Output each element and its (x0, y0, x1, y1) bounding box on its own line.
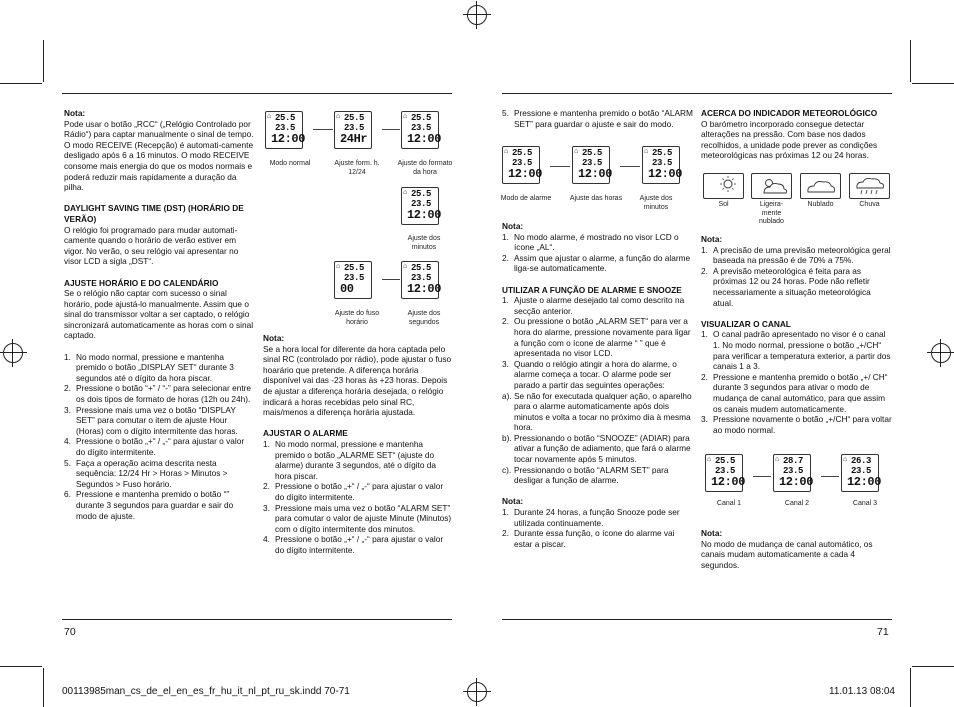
text-column-4b (701, 234, 893, 435)
list-item (263, 481, 453, 502)
lcd-caption: Modo de alarme (500, 195, 552, 202)
list-number: 3. (263, 502, 270, 513)
page-number: 70 (64, 626, 76, 638)
list-item (701, 372, 893, 414)
list-item (263, 534, 453, 555)
text-column-4a (701, 108, 893, 161)
list-item (701, 245, 893, 266)
weather-caption: Ligeira-mente nublado (759, 201, 784, 225)
channel-caption: Canal 2 (784, 500, 810, 507)
footer-filename: 00113985man_cs_de_el_en_es_fr_hu_it_nl_pt_ru_sk.indd 70-71 (62, 686, 350, 697)
list-number: 3. (701, 414, 708, 425)
list-text: Quando o relógio atingir a hora do alarme, o alarme começa a tocar. O alarme pode ser parado a partir das seguintes operações: (514, 358, 677, 390)
bottom-rule (502, 619, 892, 620)
spacer (64, 267, 254, 278)
list-text: Pressione mais uma vez o botão “ALARM SET” para comutar o valor de ajuste Minute (Minutos) com o dígito intermitente dos minutos. (275, 502, 452, 534)
top-rule (502, 93, 892, 94)
lcd-display: ⌂ 28.7 23.5 12:00 (773, 454, 811, 492)
lcd-caption: Ajuste do formato da hora (397, 160, 453, 176)
section-heading: Nota: (502, 496, 524, 507)
list-text: Durante essa função, o ícone do alarme vai estar a piscar. (514, 528, 675, 549)
list-number: 2. (502, 528, 509, 539)
crop-mark (912, 666, 954, 667)
lcd-display: ⌂ 25.5 23.5 12:00 (401, 187, 439, 225)
section-heading: UTILIZAR A FUNÇÃO DE ALARME E SNOOZE (502, 284, 682, 295)
list-text: Pressione o botão „+“ / „-“ para ajustar o valor do dígito intermitente. (275, 534, 444, 555)
crop-mark (0, 666, 42, 667)
crop-mark (0, 83, 42, 84)
connector-line (821, 476, 839, 477)
list-item (502, 359, 694, 391)
section-heading: AJUSTE HORÁRIO E DO CALENDÁRIO (64, 277, 219, 288)
list-number: 1. (502, 231, 509, 242)
bottom-rule (62, 619, 452, 620)
connector-line (620, 166, 640, 167)
list-item (502, 433, 694, 465)
lcd-display: ⌂ 25.5 23.5 12:00 (705, 454, 743, 492)
section-heading: Nota: (64, 108, 86, 118)
list-text: A previsão meteorológica é feita para as próximas 12 ou 24 horas. Pode não refletir necessariamente a situação meteorológica atual. (713, 265, 871, 308)
connector-line (382, 279, 400, 280)
section-heading: VISUALIZAR O CANAL (701, 318, 791, 329)
list-number: 2. (64, 383, 71, 394)
list-text: A precisão de uma previsão meteorológica geral baseada na pressão é de 70% a 75%. (713, 244, 891, 266)
paragraph: No modo de mudança de canal automático, os canais mudam automaticamente a cada 4 segundos. (701, 538, 873, 570)
lcd-display: ⌂ 25.5 23.5 12:00 (401, 261, 439, 299)
channel-caption: Canal 3 (852, 500, 878, 507)
page-number: 71 (877, 626, 889, 638)
spacer (64, 341, 254, 352)
text-column-3 (502, 108, 694, 129)
list-number: 2. (502, 316, 509, 327)
spacer (701, 308, 893, 319)
lcd-caption: Ajuste das horas (569, 195, 623, 202)
connector-line (382, 129, 400, 130)
lcd-display: ⌂ 25.5 23.5 12:00 (502, 146, 540, 184)
list-text: Pressionando o botão “SNOOZE” (ADIAR) para ativar a função de adiamento, que fará o alarme tocar novamente após 5 minutos. (514, 432, 691, 465)
crop-mark (43, 668, 44, 707)
spacer (263, 418, 453, 429)
list-item (502, 465, 694, 486)
spacer (502, 486, 694, 497)
section-heading: Nota: (701, 234, 723, 244)
list-text: Assim que ajustar o alarme, a função do alarme liga-se automaticamente. (514, 252, 691, 274)
list-text: Durante 24 horas, a função Snooze pode ser utilizada continuamente. (514, 507, 680, 528)
lcd-display: ⌂ 26.3 23.5 12:00 (841, 454, 879, 492)
list-text: Pressione o botão „+“ / „-“ para ajustar o valor do dígito intermitente. (76, 436, 245, 457)
lcd-display: ⌂ 25.5 23.5 12:00 (265, 111, 303, 149)
list-number: 4. (263, 534, 270, 545)
list-number: 4. (64, 436, 71, 447)
list-text: Faça a operação acima descrita nesta sequência: 12/24 Hr > Horas > Minutos > Segundos > Fuso horário. (76, 457, 228, 489)
section-heading: DAYLIGHT SAVING TIME (DST) (HORÁRIO DE VERÃO) (64, 203, 244, 224)
connector-line (550, 166, 570, 167)
list-number: 1. (64, 351, 71, 362)
channel-caption: Canal 1 (716, 500, 742, 507)
list-text: Ou pressione o botão „ALARM SET“ para ver a hora do alarme, pressione novamente para ligar a função com o ícone de alarme “ ” que é apresentada no visor LCD. (514, 316, 691, 359)
list-item (502, 295, 694, 316)
section-heading: Nota: (701, 528, 723, 538)
section-heading: AJUSTAR O ALARME (263, 428, 348, 439)
paragraph: Se o relógio não captar com sucesso o sinal horário, pode ajustá-lo manualmente. Assim que o sinal do transmissor voltar a ser captado, o relógio sincronizará automaticamente as horas com o sinal captado. (64, 288, 254, 341)
top-rule (62, 93, 452, 94)
sun-icon (703, 173, 744, 199)
list-item (64, 352, 254, 384)
lcd-display: ⌂ 25.5 23.5 24Hr (334, 111, 372, 149)
list-number: 5. (64, 457, 71, 468)
section-heading: ACERCA DO INDICADOR METEOROLÓGICO (701, 108, 878, 118)
list-item (502, 108, 694, 129)
registration-mark-icon (3, 343, 23, 363)
list-item (64, 405, 254, 437)
list-text: Pressione e mantenha premido o botão “ALARM SET” para guardar o ajuste e sair do modo. (514, 108, 693, 129)
cloudy-icon (800, 173, 841, 199)
connector-line (753, 476, 771, 477)
section-heading: Nota: (263, 333, 285, 343)
text-column-4c (701, 528, 893, 570)
list-item (701, 266, 893, 308)
list-text: No modo normal, pressione e mantenha premido o botão „DISPLAY SET“ durante 3 segundos até o dígito da hora piscar. (76, 351, 234, 383)
weather-caption: Chuva (859, 201, 880, 208)
list-item (64, 436, 254, 457)
list-number: 6. (64, 489, 71, 500)
lcd-caption: Modo normal (269, 160, 311, 167)
list-text: Pressione e mantenha premido o botão „+/ CH“ durante 3 segundos para ativar o modo de mudança de canal automático, para que assim os canais mudem automaticamente. (713, 371, 888, 414)
list-text: Ajuste o alarme desejado tal como descrito na secção anterior. (514, 295, 685, 316)
lcd-caption: Ajuste dos minutos (407, 235, 441, 251)
text-column-1 (64, 108, 254, 521)
paragraph: O barómetro incorporado consegue detectar alterações na pressão. Com base nos dados recolhidos, a unidade pode prever as condições meteorológicas nas próximas 12 ou 24 horas. (701, 118, 878, 161)
list-item (502, 391, 694, 433)
paragraph: Se a hora local for diferente da hora captada pelo sinal RC (controlado por rádio), pode ajustar o fuso hoarário que pretende. A diferença horária disponível vai das -23 horas às +23 horas. Depois de ajustar a diferença horária desejada, o relógio indicará a horas recebidas pelo sinal RC, mais/menos a diferença horária ajustada. (263, 343, 452, 418)
list-number: 2. (263, 481, 270, 492)
list-number: 1. (502, 295, 509, 306)
lcd-display: ⌂ 25.5 23.5 00 (334, 261, 372, 299)
rain-icon (849, 173, 890, 199)
weather-caption: Nublado (807, 201, 834, 208)
list-number: 2. (701, 265, 708, 276)
list-item (502, 507, 694, 528)
lcd-display: ⌂ 25.5 23.5 12:00 (642, 146, 680, 184)
list-item (502, 528, 694, 549)
list-number: a). (502, 390, 512, 401)
lcd-display: ⌂ 25.5 23.5 12:00 (572, 146, 610, 184)
lcd-caption: Ajuste do fuso horário (334, 310, 380, 326)
list-item (502, 253, 694, 274)
list-number: b). (502, 432, 512, 443)
list-number: 3. (64, 404, 71, 415)
list-text: No modo alarme, é mostrado no visor LCD o ícone „AL“. (514, 231, 679, 253)
list-item (701, 414, 893, 435)
list-number: 1. (701, 329, 708, 340)
list-item (701, 329, 893, 371)
list-text: Pressione mais uma vez o botão “DISPLAY SET” para comutar o item de ajuste Hour (Horas) com o dígito intermitente das horas. (76, 404, 238, 436)
partly-cloudy-icon (751, 173, 792, 199)
lcd-caption: Ajuste form. h. 12/24 (334, 160, 380, 176)
paragraph: Pode usar o botão „RCC“ („Relógio Controlado por Rádio“) para captar manualmente o sinal de tempo. O modo RECEIVE (Recepção) é automati-camente desligado após 6 a 16 minutos. O modo RECEIVE consome mais energia do que os modos normais e poderá reduzir mais rapidamente a duração da pilha. (64, 118, 254, 193)
list-number: 1. (502, 507, 509, 518)
list-number: 1. (263, 438, 270, 449)
connector-line (313, 129, 333, 130)
list-number: 1. (701, 244, 708, 255)
list-item (263, 503, 453, 535)
paragraph: O relógio foi programado para mudar automati-camente quando o horário de verão estiver em vigor. No verão, o seu relógio vai apresentar no visor LCD a sigla „DST“. (64, 224, 239, 267)
lcd-caption: Ajuste dos minutos (639, 195, 673, 211)
lcd-display: ⌂ 25.5 23.5 12:00 (401, 111, 439, 149)
crop-mark (910, 668, 911, 707)
lcd-caption: Ajuste dos segundos (407, 310, 441, 326)
list-text: Pressione e mantenha premido o botão “” durante 3 segundos para guardar e sair do modo de ajuste. (76, 489, 234, 521)
list-item (263, 439, 453, 481)
list-text: Pressione o botão “+” / “-” para selecionar entre os dois tipos de formato de horas (12h ou 24h). (76, 383, 252, 405)
registration-mark-icon (931, 343, 951, 363)
list-item (502, 232, 694, 253)
crop-mark (43, 40, 44, 82)
list-text: Pressionando o botão “ALARM SET” para desligar a função de alarme. (514, 464, 669, 486)
text-column-2 (263, 333, 453, 555)
list-text: Pressione novamente o botão „+/CH“ para voltar ao modo normal. (713, 414, 892, 435)
weather-caption: Sol (718, 201, 729, 208)
list-number: c). (502, 464, 512, 475)
section-heading: Nota: (502, 221, 524, 231)
list-number: 2. (701, 371, 708, 382)
text-column-3b (502, 221, 694, 549)
crop-mark (910, 40, 911, 82)
list-item (502, 316, 694, 358)
list-item (64, 383, 254, 404)
registration-mark-icon (467, 5, 487, 25)
spacer (64, 193, 254, 204)
crop-mark (912, 83, 954, 84)
footer-date: 11.01.13 08:04 (829, 686, 895, 697)
list-text: O canal padrão apresentado no visor é o canal 1. No modo normal, pressione o botão „+/CH“ para verificar a temperatura exterior, a partir dos canais 1 a 3. (713, 329, 891, 372)
list-item (64, 458, 254, 490)
list-number: 5. (502, 108, 509, 118)
list-number: 3. (502, 358, 509, 369)
list-text: No modo normal, pressione e mantenha premido o botão „ALARME SET“ (ajuste do alarme) durante 3 segundos, até o dígito da hora piscar. (275, 438, 436, 481)
spacer (502, 274, 694, 285)
list-item (64, 489, 254, 521)
list-number: 2. (502, 252, 509, 263)
list-text: Se não for executada qualquer ação, o aparelho para o alarme automaticamente após dois minutos e volta a tocar no próximo dia à mesma hora. (514, 390, 692, 433)
registration-mark-icon (467, 682, 487, 702)
list-text: Pressione o botão „+“ / „-“ para ajustar o valor do dígito intermitente. (275, 481, 444, 502)
